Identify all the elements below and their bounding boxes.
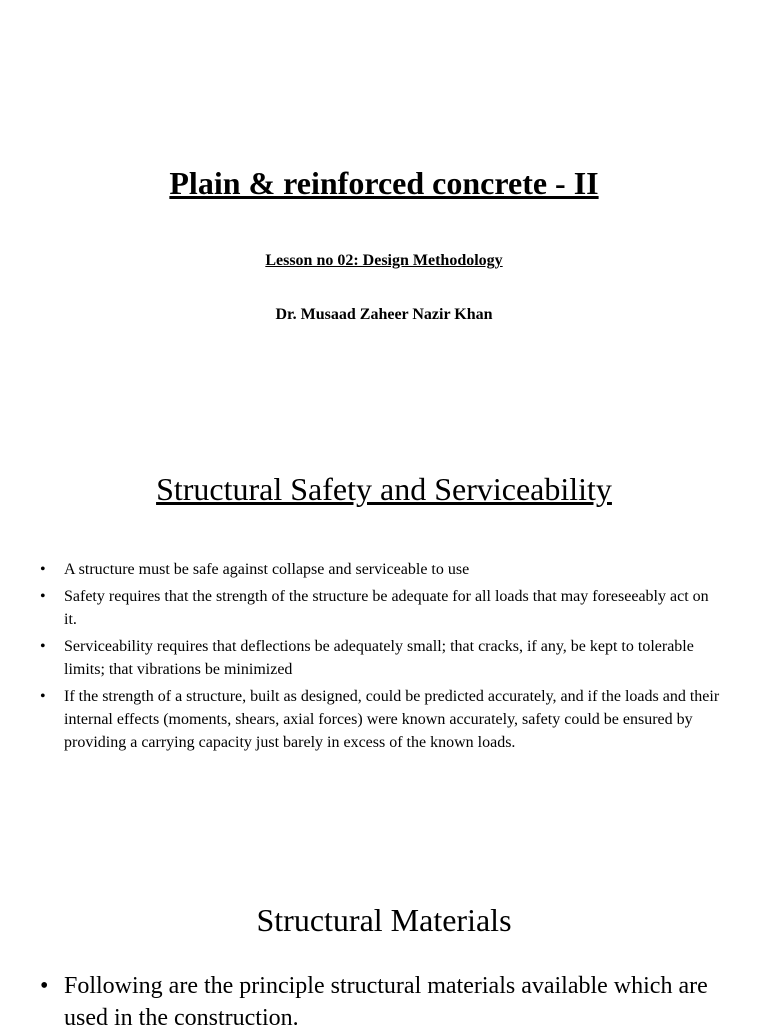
list-item-text: Safety requires that the strength of the structure be adequate for all loads that may foreseeably act on it.	[64, 588, 709, 628]
list-item-text: Serviceability requires that deflections be adequately small; that cracks, if any, be kept to tolerable limits; that vibrations be minimized	[64, 638, 694, 678]
bullet-list	[40, 970, 740, 1034]
list-item	[40, 558, 720, 581]
list-item	[40, 685, 720, 754]
bullet-icon: •	[40, 638, 46, 655]
slide-heading: Structural Safety and Serviceability	[156, 471, 612, 507]
list-item	[40, 635, 720, 681]
course-title: Plain & reinforced concrete - II	[169, 165, 599, 201]
bullet-icon: •	[40, 561, 46, 578]
bullet-icon: •	[40, 688, 46, 705]
slide-heading: Structural Materials	[256, 902, 512, 938]
list-item	[40, 970, 740, 1034]
bullet-icon: •	[40, 588, 46, 605]
structural-materials-slide	[0, 840, 768, 1031]
bullet-icon: •	[40, 973, 49, 999]
title-slide	[0, 0, 768, 420]
list-item-text: A structure must be safe against collapse and serviceable to use	[64, 561, 470, 578]
list-item	[40, 585, 720, 631]
lesson-title: Lesson no 02: Design Methodology	[265, 252, 503, 269]
bullet-list	[40, 558, 720, 758]
list-item-text: If the strength of a structure, built as designed, could be predicted accurately, and if the loads and their internal effects (moments, shears, axial forces) were known accurately, safety could be ensured by providing a carrying capacity just barely in excess of the known loads.	[64, 688, 720, 751]
safety-serviceability-slide	[0, 420, 768, 840]
list-item-text: Following are the principle structural materials available which are used in the construction.	[64, 973, 708, 1031]
author-name: Dr. Musaad Zaheer Nazir Khan	[275, 306, 493, 323]
